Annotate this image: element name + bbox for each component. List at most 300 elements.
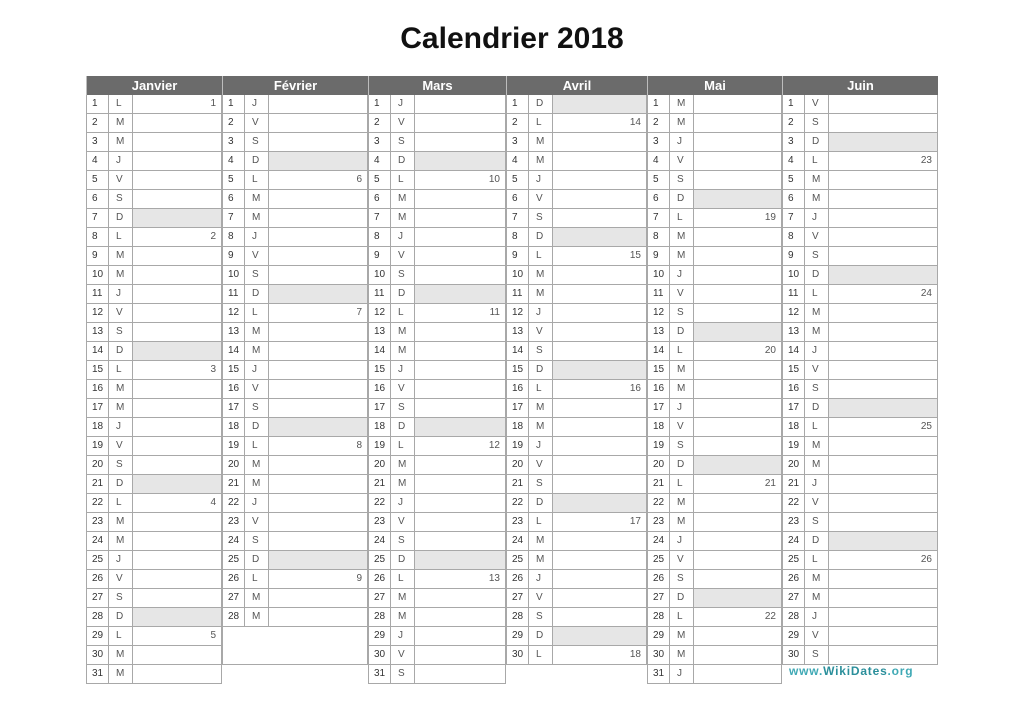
day-number: 25 — [507, 551, 529, 569]
week-number — [829, 209, 938, 227]
week-number — [415, 266, 506, 284]
day-row — [782, 608, 938, 627]
day-row — [506, 380, 647, 399]
weekday-letter: S — [529, 342, 553, 360]
week-number — [694, 133, 782, 151]
week-number: 5 — [133, 627, 222, 645]
weekday-letter: M — [245, 475, 269, 493]
day-number: 1 — [507, 95, 529, 113]
day-number: 18 — [507, 418, 529, 436]
day-number: 15 — [223, 361, 245, 379]
day-row — [368, 627, 506, 646]
day-row — [506, 646, 647, 665]
day-row — [647, 209, 782, 228]
weekday-letter: J — [109, 152, 133, 170]
day-number: 24 — [507, 532, 529, 550]
day-number: 11 — [87, 285, 109, 303]
weekday-letter: M — [670, 646, 694, 664]
week-number — [553, 418, 647, 436]
week-number — [415, 418, 506, 436]
day-number: 6 — [507, 190, 529, 208]
day-number: 27 — [369, 589, 391, 607]
weekday-letter: S — [805, 380, 829, 398]
day-number: 27 — [87, 589, 109, 607]
day-number: 29 — [369, 627, 391, 645]
day-row — [368, 437, 506, 456]
week-number — [694, 152, 782, 170]
weekday-letter: J — [391, 361, 415, 379]
week-number — [553, 266, 647, 284]
weekday-letter: M — [529, 551, 553, 569]
weekday-letter: J — [245, 494, 269, 512]
weekday-letter: D — [529, 627, 553, 645]
weekday-letter: M — [245, 209, 269, 227]
day-number: 4 — [369, 152, 391, 170]
weekday-letter: M — [670, 361, 694, 379]
weekday-letter: J — [670, 532, 694, 550]
day-number: 28 — [507, 608, 529, 626]
day-number: 8 — [507, 228, 529, 246]
day-number: 30 — [648, 646, 670, 664]
day-row — [647, 418, 782, 437]
day-number: 5 — [507, 171, 529, 189]
weekday-letter: M — [245, 190, 269, 208]
day-number: 12 — [507, 304, 529, 322]
day-row — [782, 266, 938, 285]
day-number: 26 — [648, 570, 670, 588]
weekday-letter: D — [109, 608, 133, 626]
week-number — [694, 171, 782, 189]
weekday-letter: D — [391, 418, 415, 436]
day-number: 2 — [87, 114, 109, 132]
weekday-letter: D — [805, 133, 829, 151]
week-number — [829, 323, 938, 341]
weekday-letter: V — [529, 589, 553, 607]
week-number — [269, 494, 368, 512]
day-number: 12 — [369, 304, 391, 322]
day-row — [647, 589, 782, 608]
week-number — [269, 342, 368, 360]
weekday-letter: D — [670, 190, 694, 208]
week-number — [415, 133, 506, 151]
weekday-letter: L — [805, 152, 829, 170]
day-number: 9 — [87, 247, 109, 265]
day-number: 8 — [223, 228, 245, 246]
week-number — [553, 323, 647, 341]
weekday-letter: M — [529, 285, 553, 303]
day-number: 31 — [369, 665, 391, 683]
day-row — [506, 361, 647, 380]
week-number — [415, 627, 506, 645]
day-row — [222, 494, 368, 513]
week-number — [415, 475, 506, 493]
week-number: 24 — [829, 285, 938, 303]
day-number: 26 — [87, 570, 109, 588]
weekday-letter: D — [529, 494, 553, 512]
day-number: 24 — [87, 532, 109, 550]
day-row — [506, 247, 647, 266]
weekday-letter: M — [245, 342, 269, 360]
day-number: 27 — [648, 589, 670, 607]
weekday-letter: M — [391, 190, 415, 208]
day-row — [782, 95, 938, 114]
day-number: 5 — [87, 171, 109, 189]
day-number: 3 — [87, 133, 109, 151]
weekday-letter: J — [109, 418, 133, 436]
day-row — [647, 114, 782, 133]
weekday-letter: M — [391, 209, 415, 227]
day-row — [647, 437, 782, 456]
week-number: 14 — [553, 114, 647, 132]
week-number — [415, 361, 506, 379]
weekday-letter: D — [670, 456, 694, 474]
week-number — [553, 95, 647, 113]
weekday-letter: M — [805, 171, 829, 189]
day-row — [368, 171, 506, 190]
week-number — [829, 380, 938, 398]
week-number: 15 — [553, 247, 647, 265]
day-row — [647, 456, 782, 475]
day-row — [86, 247, 222, 266]
day-row — [222, 285, 368, 304]
day-number: 6 — [783, 190, 805, 208]
weekday-letter: M — [109, 646, 133, 664]
week-number — [269, 114, 368, 132]
week-number — [829, 646, 938, 664]
weekday-letter: S — [391, 266, 415, 284]
day-row — [782, 646, 938, 665]
weekday-letter: J — [670, 399, 694, 417]
week-number — [133, 285, 222, 303]
week-number — [415, 494, 506, 512]
day-number: 5 — [648, 171, 670, 189]
week-number — [415, 646, 506, 664]
week-number — [829, 228, 938, 246]
week-number — [269, 418, 368, 436]
weekday-letter: J — [529, 304, 553, 322]
week-number — [829, 133, 938, 151]
day-number: 20 — [648, 456, 670, 474]
weekday-letter: M — [109, 133, 133, 151]
week-number — [694, 665, 782, 683]
day-row — [222, 190, 368, 209]
day-row — [782, 475, 938, 494]
day-number: 1 — [87, 95, 109, 113]
day-number: 2 — [783, 114, 805, 132]
day-number: 17 — [369, 399, 391, 417]
day-number: 30 — [87, 646, 109, 664]
weekday-letter: D — [245, 551, 269, 569]
weekday-letter: L — [805, 551, 829, 569]
week-number — [694, 266, 782, 284]
weekday-letter: S — [245, 133, 269, 151]
weekday-letter: S — [670, 437, 694, 455]
weekday-letter: M — [670, 114, 694, 132]
week-number — [553, 456, 647, 474]
week-number: 3 — [133, 361, 222, 379]
day-row — [368, 304, 506, 323]
week-number — [694, 513, 782, 531]
day-number: 9 — [369, 247, 391, 265]
day-row — [506, 95, 647, 114]
day-row — [782, 133, 938, 152]
day-number: 9 — [223, 247, 245, 265]
day-number: 20 — [507, 456, 529, 474]
empty-cell — [222, 627, 368, 665]
day-row — [647, 665, 782, 684]
week-number — [415, 456, 506, 474]
weekday-letter: L — [670, 475, 694, 493]
day-row — [222, 247, 368, 266]
week-number — [553, 152, 647, 170]
day-row — [782, 209, 938, 228]
day-row — [368, 323, 506, 342]
weekday-letter: D — [805, 266, 829, 284]
day-number: 29 — [507, 627, 529, 645]
week-number — [553, 437, 647, 455]
day-number: 4 — [87, 152, 109, 170]
weekday-letter: M — [805, 304, 829, 322]
week-number — [415, 665, 506, 683]
month-column — [782, 76, 938, 665]
day-number: 12 — [648, 304, 670, 322]
day-row — [222, 171, 368, 190]
day-row — [647, 304, 782, 323]
day-row — [368, 114, 506, 133]
day-number: 21 — [369, 475, 391, 493]
day-number: 22 — [369, 494, 391, 512]
weekday-letter: M — [805, 437, 829, 455]
weekday-letter: L — [529, 380, 553, 398]
weekday-letter: S — [245, 532, 269, 550]
day-number: 18 — [783, 418, 805, 436]
week-number — [133, 665, 222, 683]
week-number — [829, 304, 938, 322]
day-row — [506, 456, 647, 475]
weekday-letter: J — [670, 133, 694, 151]
weekday-letter: S — [391, 532, 415, 550]
weekday-letter: J — [529, 171, 553, 189]
day-number: 19 — [369, 437, 391, 455]
day-row — [86, 665, 222, 684]
weekday-letter: M — [391, 475, 415, 493]
weekday-letter: J — [805, 475, 829, 493]
week-number — [694, 285, 782, 303]
day-number: 10 — [648, 266, 670, 284]
week-number — [829, 247, 938, 265]
weekday-letter: V — [245, 380, 269, 398]
week-number — [415, 532, 506, 550]
weekday-letter: D — [109, 475, 133, 493]
weekday-letter: V — [805, 627, 829, 645]
day-row — [506, 323, 647, 342]
day-row — [782, 551, 938, 570]
day-number: 30 — [507, 646, 529, 664]
weekday-letter: L — [391, 304, 415, 322]
day-row — [782, 285, 938, 304]
day-row — [86, 399, 222, 418]
week-number — [553, 475, 647, 493]
weekday-letter: M — [670, 380, 694, 398]
day-row — [222, 114, 368, 133]
week-number — [133, 171, 222, 189]
weekday-letter: J — [670, 665, 694, 683]
weekday-letter: M — [245, 456, 269, 474]
day-number: 21 — [783, 475, 805, 493]
day-number: 31 — [87, 665, 109, 683]
weekday-letter: M — [670, 247, 694, 265]
day-row — [222, 266, 368, 285]
day-row — [506, 570, 647, 589]
weekday-letter: M — [805, 456, 829, 474]
day-number: 7 — [223, 209, 245, 227]
week-number — [415, 190, 506, 208]
day-number: 8 — [369, 228, 391, 246]
week-number — [269, 513, 368, 531]
day-row — [368, 570, 506, 589]
week-number — [415, 114, 506, 132]
weekday-letter: S — [529, 608, 553, 626]
day-number: 3 — [648, 133, 670, 151]
day-row — [782, 304, 938, 323]
weekday-letter: J — [529, 570, 553, 588]
week-number — [694, 570, 782, 588]
month-header: Juin — [782, 76, 938, 95]
day-number: 1 — [369, 95, 391, 113]
weekday-letter: V — [391, 380, 415, 398]
day-row — [647, 342, 782, 361]
day-row — [506, 228, 647, 247]
day-number: 5 — [369, 171, 391, 189]
day-number: 14 — [648, 342, 670, 360]
weekday-letter: L — [245, 304, 269, 322]
week-number: 26 — [829, 551, 938, 569]
day-number: 8 — [87, 228, 109, 246]
day-number: 15 — [648, 361, 670, 379]
day-number: 8 — [783, 228, 805, 246]
day-row — [86, 228, 222, 247]
weekday-letter: J — [245, 361, 269, 379]
week-number — [269, 133, 368, 151]
day-number: 19 — [507, 437, 529, 455]
weekday-letter: D — [245, 152, 269, 170]
day-row — [647, 247, 782, 266]
weekday-letter: J — [805, 342, 829, 360]
week-number — [694, 551, 782, 569]
week-number — [694, 418, 782, 436]
day-row — [647, 285, 782, 304]
day-row — [222, 608, 368, 627]
weekday-letter: M — [109, 266, 133, 284]
day-row — [368, 608, 506, 627]
week-number — [133, 342, 222, 360]
week-number: 19 — [694, 209, 782, 227]
week-number — [553, 399, 647, 417]
day-row — [506, 342, 647, 361]
day-row — [222, 589, 368, 608]
day-number: 23 — [223, 513, 245, 531]
day-number: 20 — [223, 456, 245, 474]
week-number — [694, 532, 782, 550]
day-row — [506, 133, 647, 152]
brand-watermark[interactable] — [789, 664, 913, 678]
week-number — [269, 608, 368, 626]
weekday-letter: S — [805, 247, 829, 265]
week-number — [415, 95, 506, 113]
weekday-letter: V — [109, 304, 133, 322]
brand-prefix: www. — [789, 664, 824, 678]
day-row — [368, 475, 506, 494]
week-number — [133, 589, 222, 607]
weekday-letter: M — [529, 133, 553, 151]
week-number — [415, 513, 506, 531]
weekday-letter: J — [109, 285, 133, 303]
day-number: 7 — [507, 209, 529, 227]
day-number: 16 — [369, 380, 391, 398]
weekday-letter: M — [109, 380, 133, 398]
weekday-letter: S — [670, 304, 694, 322]
day-number: 4 — [223, 152, 245, 170]
day-number: 26 — [369, 570, 391, 588]
weekday-letter: M — [529, 266, 553, 284]
day-number: 5 — [783, 171, 805, 189]
day-row — [368, 551, 506, 570]
day-number: 11 — [369, 285, 391, 303]
day-number: 30 — [783, 646, 805, 664]
page-title: Calendrier 2018 — [400, 22, 624, 55]
day-row — [782, 152, 938, 171]
day-row — [782, 171, 938, 190]
week-number — [829, 342, 938, 360]
week-number — [133, 475, 222, 493]
week-number — [553, 133, 647, 151]
weekday-letter: M — [109, 247, 133, 265]
weekday-letter: L — [529, 247, 553, 265]
weekday-letter: M — [805, 589, 829, 607]
weekday-letter: M — [529, 418, 553, 436]
week-number — [269, 399, 368, 417]
weekday-letter: S — [109, 456, 133, 474]
week-number — [269, 266, 368, 284]
day-number: 20 — [87, 456, 109, 474]
weekday-letter: M — [109, 399, 133, 417]
day-number: 2 — [507, 114, 529, 132]
week-number — [829, 627, 938, 645]
day-number: 16 — [648, 380, 670, 398]
day-row — [222, 475, 368, 494]
week-number — [829, 570, 938, 588]
weekday-letter: L — [245, 437, 269, 455]
day-row — [222, 380, 368, 399]
week-number — [133, 399, 222, 417]
day-row — [86, 646, 222, 665]
day-row — [506, 285, 647, 304]
day-number: 8 — [648, 228, 670, 246]
weekday-letter: J — [670, 266, 694, 284]
weekday-letter: S — [529, 209, 553, 227]
day-row — [506, 627, 647, 646]
day-number: 1 — [783, 95, 805, 113]
day-row — [86, 323, 222, 342]
weekday-letter: V — [805, 494, 829, 512]
weekday-letter: L — [245, 570, 269, 588]
week-number — [415, 551, 506, 569]
weekday-letter: L — [109, 95, 133, 113]
day-number: 24 — [783, 532, 805, 550]
day-row — [86, 342, 222, 361]
week-number — [553, 589, 647, 607]
day-row — [86, 304, 222, 323]
